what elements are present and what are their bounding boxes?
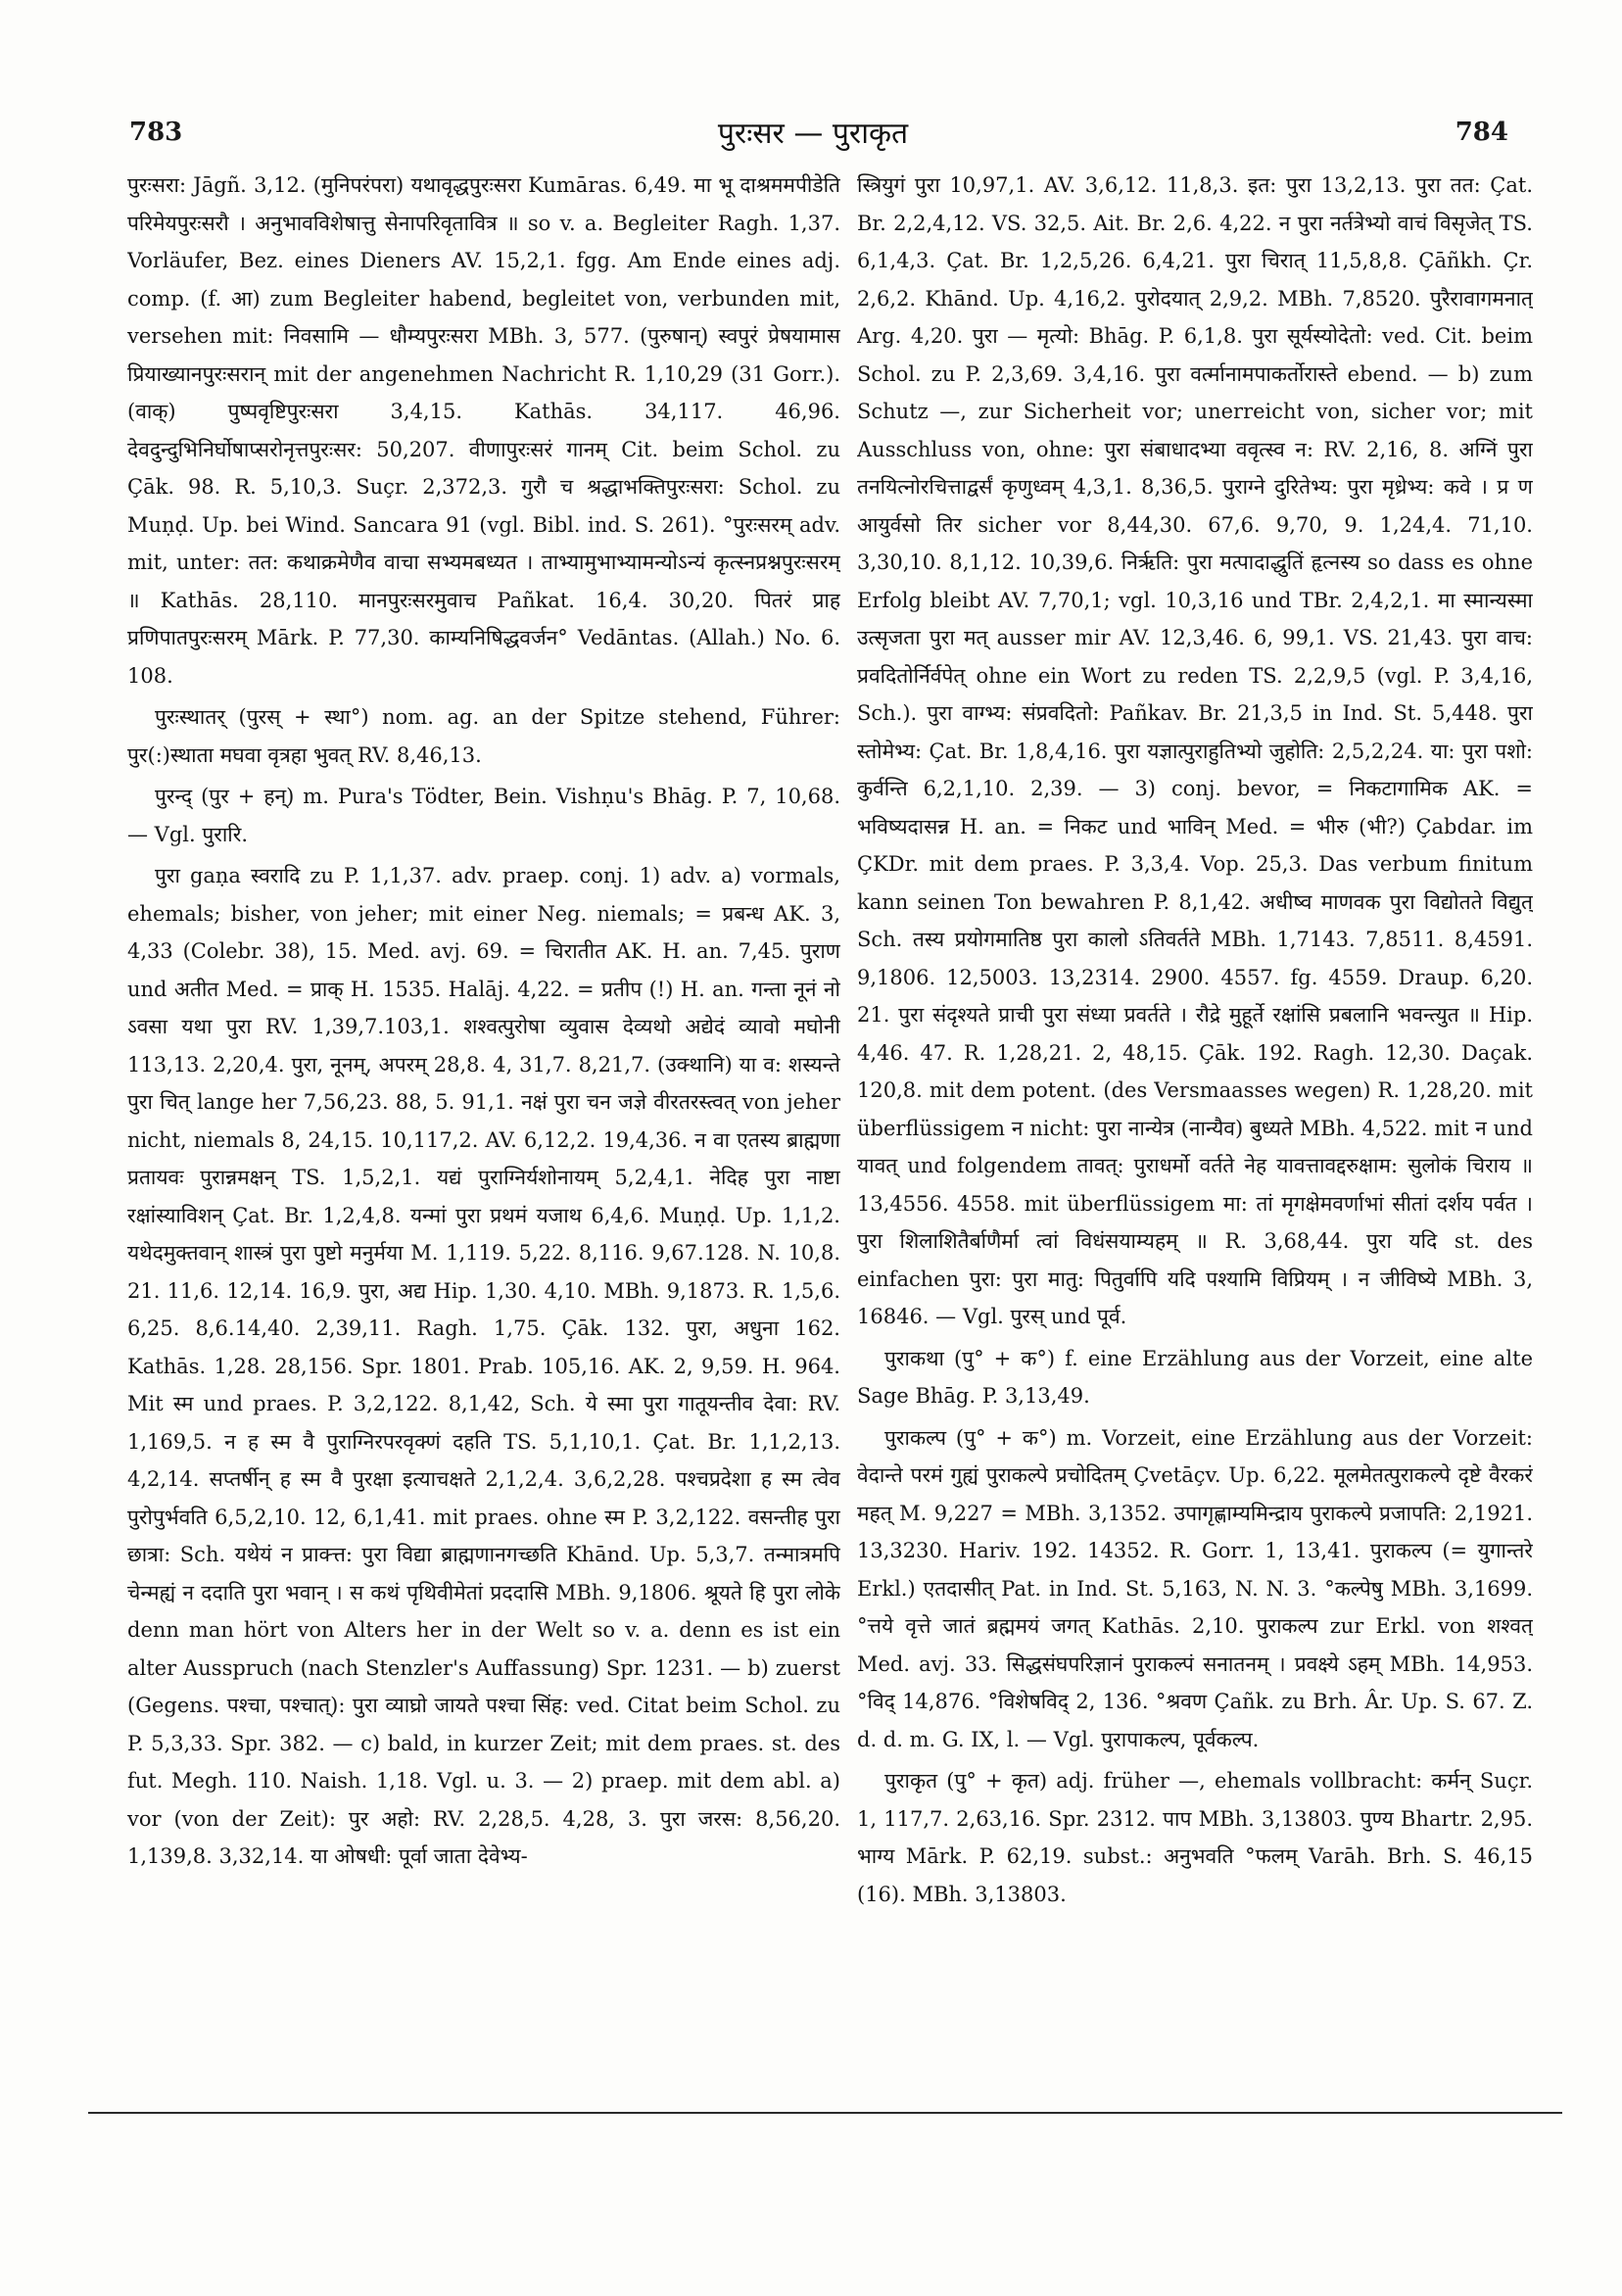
entry-pura: पुरा gaṇa स्वरादि zu P. 1,1,37. adv. praep. conj. 1) adv. a) vormals, ehemals; bisher, von jeher; mit einer Neg. niemals; = प्रबन्ध AK. 3, 4,33 (Colebr. 38), 15. Med. avj. 69. = चिरातीत AK. H. an. 7,45. पुराण und अतीत Med. = प्राक् H. 1535. Halāj. 4,22. = प्रतीप (!) H. an. गन्ता नूनं नो ऽवसा यथा पुरा RV. 1,39,7.103,1. शश्वत्पुरोषा व्युवास देव्यथो अद्येदं व्यावो मघोनी 113,13. 2,20,4. पुरा, नूनम्, अपरम् 28,8. 4, 31,7. 8,21,7. (उक्थानि) या व: शस्यन्ते पुरा चित् lange her 7,56,23. 88, 5. 91,1. नक्षं पुरा चन जज्ञे वीरतरस्त्वत् von jeher nicht, niemals 8, 24,15. 10,117,2. AV. 6,12,2. 19,4,36. न वा एतस्य ब्राह्मणा प्रतायवः पुरान्नमक्षन् TS. 1,5,2,1. यद्यं पुराग्निर्यशोनायम् 5,2,4,1. नेदिह पुरा नाष्टा रक्षांस्याविशन् Çat. Br. 1,2,4,8. यन्मां पुरा प्रथमं यजाथ 6,4,6. Muṇḍ. Up. 1,1,2. यथेदमुक्तवान् शास्त्रं पुरा पुष्टो मनुर्मया M. 1,119. 5,22. 8,116. 9,67.128. N. 10,8. 21. 11,6. 12,14. 16,9. पुरा, अद्य Hip. 1,30. 4,10. MBh. 9,1873. R. 1,5,6. 6,25. 8,6.14,40. 2,39,11. Ragh. 1,75. Çāk. 132. पुरा, अधुना 162. Kathās. 1,28. 28,156. Spr. 1801. Prab. 105,16. AK. 2, 9,59. H. 964. Mit स्म und praes. P. 3,2,122. 8,1,42, Sch. ये स्मा पुरा गातूयन्तीव देवा: RV. 1,169,5. न ह स्म वै पुराग्निरपरवृक्णं दहति TS. 5,1,10,1. Çat. Br. 1,1,2,13. 4,2,14. सप्तर्षीन् ह स्म वै पुरक्षा इत्याचक्षते 2,1,2,4. 3,6,2,28. पश्चप्रदेशा ह स्म त्वेव पुरोपुर्भवति 6,5,2,10. 12, 6,1,41. mit praes. ohne स्म P. 3,2,122. वसन्तीह पुरा छात्रा: Sch. यथेयं न प्राक्त्त: पुरा विद्या ब्राह्मणानगच्छति Khānd. Up. 5,3,7. तन्मात्रमपि चेन्मह्यं न ददाति पुरा भवान् । स कथं पृथिवीमेतां प्रददासि MBh. 9,1806. श्रूयते हि पुरा लोके denn man hört von Alters her in der Welt so v. a. denn es ist ein alter Ausspruch (nach Stenzler's Auffassung) Spr. 1231. — b) zuerst (Gegens. पश्चा, पश्चात्): पुरा व्याघ्रो जायते पश्चा सिंह: ved. Citat beim Schol. zu P. 5,3,33. Spr. 382. — c) bald, in kurzer Zeit; mit dem praes. st. des fut. Megh. 110. Naish. 1,18. Vgl. u. 3. — 2) praep. mit dem abl. a) vor (von der Zeit): पुर अहो: RV. 2,28,5. 4,28, 3. पुरा जरस: 8,56,20. 1,139,8. 3,32,14. या ओषधी: पूर्वा जाता देवेभ्य- [127,864,840,1868]
running-head: पुरःसर — पुराकृत [717,117,909,151]
entry-purahan: पुरन्द् (पुर + हन्) m. Pura's Tödter, Bein. Vishṇu's Bhāg. P. 7, 10,68. — Vgl. पुरारि. [127,785,840,846]
entry-purakalpa: पुराकल्प (पु° + क°) m. Vorzeit, eine Erzählung aus der Vorzeit: वेदान्ते परमं गुह्यं पुराकल्पे प्रचोदितम् Çvetāçv. Up. 6,22. मूलमेतत्पुराकल्पे दृष्टे वैरकरं महत् M. 9,227 = MBh. 3,1352. उपागृह्णाम्यमिन्द्राय पुराकल्पे प्रजापति: 2,1921. 13,3230. Hariv. 192. 14352. R. Gorr. 1, 13,41. पुराकल्प (= युगान्तरे Erkl.) एतदासीत् Pat. in Ind. St. 5,163, N. N. 3. °कल्पेषु MBh. 3,1699. °त्तये वृत्ते जातं ब्रह्ममयं जगत् Kathās. 2,10. पुराकल्प zur Erkl. von शश्वत् Med. avj. 33. सिद्धसंघपरिज्ञानं पुराकल्पं सनातनम् । प्रवक्ष्ये ऽहम् MBh. 14,953. °विद् 14,876. °विशेषविद् 2, 136. °श्रवण Çañk. zu Brh. Âr. Up. S. 67. Z. d. d. m. G. IX, l. — Vgl. पुरापाकल्प, पूर्वकल्प. [857,1425,1533,1751]
left-column [127,167,840,2067]
page-header [118,110,1508,159]
bottom-rule [88,2112,1562,2114]
entry-purahsara: पुरःसरा: Jāgñ. 3,12. (मुनिपरंपरा) यथावृद्धपुरःसरा Kumāras. 6,49. मा भू दाश्रममपीडेति परिमेयपुरःसरौ । अनुभावविशेषात्तु सेनापरिवृतावित्र ॥ so v. a. Begleiter Ragh. 1,37. Vorläufer, Bez. eines Dieners AV. 15,2,1. fgg. Am Ende eines adj. comp. (f. आ) zum Begleiter habend, begleitet von, verbunden mit, versehen mit: निवसामि — धौम्यपुरःसरा MBh. 3, 577. (पुरुषान्) स्वपुरं प्रेषयामास प्रियाख्यानपुरःसरान् mit der angenehmen Nachricht R. 1,10,29 (31 Gorr.). (वाक्) पुष्पवृष्टिपुरःसरा 3,4,15. Kathās. 34,117. 46,96. देवदुन्दुभिनिर्घोषाप्सरोनृत्तपुरःसर: 50,207. वीणापुरःसरं गानम् Cit. beim Schol. zu Çāk. 98. R. 5,10,3. Suçr. 2,372,3. गुरौ च श्रद्धाभक्तिपुरःसरा: Schol. zu Muṇḍ. Up. bei Wind. Sancara 91 (vgl. Bibl. ind. S. 261). °पुरःसरम् adv. mit, unter: तत: कथाक्रमेणैव वाचा सभ्यमबध्यत । ताभ्यामुभाभ्यामन्योऽन्यं कृत्स्नप्रश्नपुरःसरम् ॥ Kathās. 28,110. मानपुरःसरमुवाच Pañkat. 16,4. 30,20. पितरं प्राह प्रणिपातपुरःसरम् Mārk. P. 77,30. काम्यनिषिद्धवर्जन° Vedāntas. (Allah.) No. 6. 108. [127,173,840,688]
right-column [857,167,1533,2067]
entry-pura-continued: स्त्रियुगं पुरा 10,97,1. AV. 3,6,12. 11,8,3. इत: पुरा 13,2,13. पुरा तत: Çat. Br. 2,2,4,12. VS. 32,5. Ait. Br. 2,6. 4,22. न पुरा नर्तत्रेभ्यो वाचं विसृजेत् TS. 6,1,4,3. Çat. Br. 1,2,5,26. 6,4,21. पुरा चिरात् 11,5,8,8. Çāñkh. Çr. 2,6,2. Khānd. Up. 4,16,2. पुरोदयात् 2,9,2. MBh. 7,8520. पुरैरावागमनात् Arg. 4,20. पुरा — मृत्यो: Bhāg. P. 6,1,8. पुरा सूर्यस्योदेतो: ved. Cit. beim Schol. zu P. 2,3,69. 3,4,16. पुरा वर्त्मानामपाकर्तोरास्ते ebend. — b) zum Schutz —, zur Sicherheit vor; unerreicht von, sicher vor; mit Ausschluss von, ohne: पुरा संबाधादभ्या ववृत्स्व न: RV. 2,16, 8. अग्निं पुरा तनयित्नोरचित्ताद्वर्सं कृणुध्वम् 4,3,1. 8,36,5. पुराग्ने दुरितेभ्य: पुरा मृध्रेभ्य: कवे । प्र ण आयुर्वसो तिर sicher vor 8,44,30. 67,6. 9,70, 9. 1,24,4. 71,10. 3,30,10. 8,1,12. 10,39,6. निर्ऋति: पुरा मत्पादाद्धुतिं हृत्नस्य so dass es ohne Erfolg bleibt AV. 7,70,1; vgl. 10,3,16 und TBr. 2,4,2,1. मा स्मान्यस्मा उत्सृजता पुरा मत् ausser mir AV. 12,3,46. 6, 99,1. VS. 21,43. पुरा वाच: प्रवदितोर्निर्वपेत् ohne ein Wort zu reden TS. 2,2,9,5 (vgl. P. 3,4,16, Sch.). पुरा वाग्भ्य: संप्रवदितो: Pañkav. Br. 21,3,5 in Ind. St. 5,448. पुरा स्तोमेभ्य: Çat. Br. 1,8,4,16. पुरा यज्ञात्पुराहुतिभ्यो जुहोति: 2,5,2,24. या: पुरा पशो: कुर्वन्ति 6,2,1,10. 2,39. — 3) conj. bevor, = निकटागामिक AK. = भविष्यदासन्न H. an. = निकट und भाविन् Med. = भीरु (भी?) Çabdar. im ÇKDr. mit dem praes. P. 3,3,4. Vop. 25,3. Das verbum finitum kann seinen Ton bewahren P. 8,1,42. अधीष्व माणवक पुरा विद्योतते विद्युत् Sch. तस्य प्रयोगमातिष्ठ पुरा कालो ऽतिवर्तते MBh. 1,7143. 7,8511. 8,4591. 9,1806. 12,5003. 13,2314. 2900. 4557. fg. 4559. Draup. 6,20. 21. पुरा संदृश्यते प्राची पुरा संध्या प्रवर्तते । रौद्रे मुहूर्ते रक्षांसि प्रबलानि भवन्त्युत ॥ Hip. 4,46. 47. R. 1,28,21. 2, 48,15. Çāk. 192. Ragh. 12,30. Daçak. 120,8. mit dem potent. (des Versmaasses wegen) R. 1,28,20. mit überflüssigem न nicht: पुरा नान्येत्र (नान्यैव) बुध्यते MBh. 4,522. mit न und यावत् und folgendem तावत्: पुराधर्मो वर्तते नेह यावत्तावद्दरुक्षाम: सुलोकं चिराय ॥ 13,4556. 4558. mit überflüssigem मा: तां मृगक्षेमवर्णाभां सीतां दर्शय पर्वत । पुरा शिलाशितैर्बाणैर्मा त्वां विधंसयाम्यहम् ॥ R. 3,68,44. पुरा यदि st. des einfachen पुरा: पुरा मातु: पितुर्वापि यदि पश्यामि विप्रियम् । न जीविष्ये MBh. 3, 16846. — Vgl. पुरस् und पूर्व. [857,173,1533,1328]
entry-purahsthatar: पुरःस्थातर् (पुरस् + स्था°) nom. ag. an der Spitze stehend, Führer: पुर(:)स्थाता मघवा वृत्रहा भुवत् RV. 8,46,13. [127,705,840,767]
right-page-number: 784 [1455,118,1508,147]
left-page-number: 783 [129,118,183,147]
entry-purakatha: पुराकथा (पु° + क°) f. eine Erzählung aus der Vorzeit, eine alte Sage Bhāg. P. 3,13,49. [857,1346,1533,1408]
entry-purakrta: पुराकृत (पु° + कृत) adj. früher —, ehemals vollbracht: कर्मन् Suçr. 1, 117,7. 2,63,16. Spr. 2312. पाप MBh. 3,13803. पुण्य Bhartr. 2,95. भाग्य Mārk. P. 62,19. subst.: अनुभवति °फलम् Varāh. Brh. S. 46,15 (16). MBh. 3,13803. [857,1769,1533,1906]
